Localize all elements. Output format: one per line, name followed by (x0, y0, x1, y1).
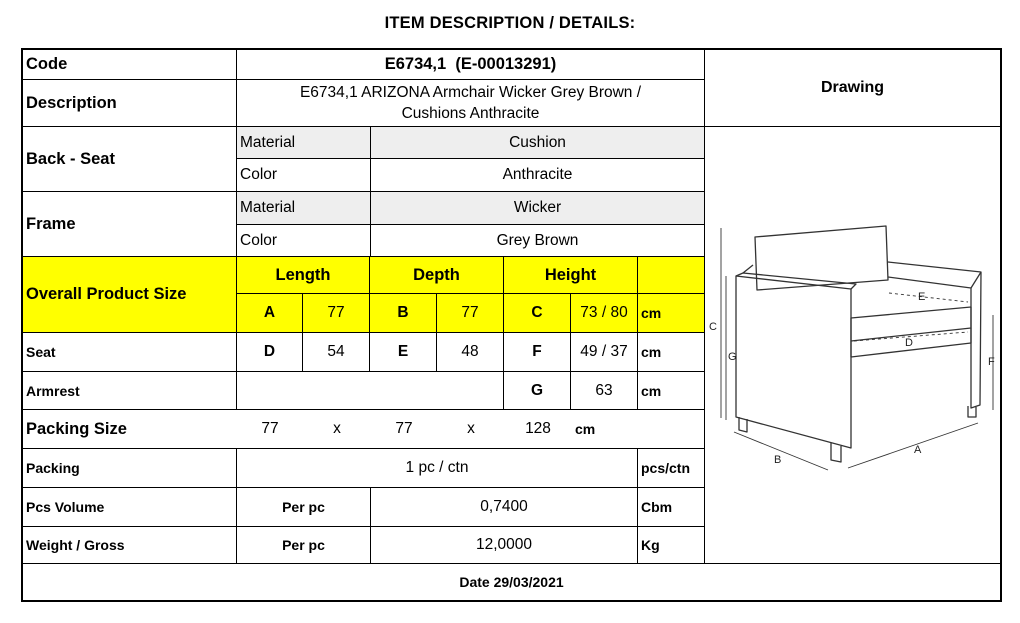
document-title: ITEM DESCRIPTION / DETAILS: (384, 14, 636, 32)
packing-size-unit: cm (575, 421, 596, 437)
packing-x-1: x (333, 420, 341, 437)
leg-shape (831, 443, 841, 462)
left-armrest-shape (736, 276, 851, 448)
description-line-1: E6734,1 ARIZONA Armchair Wicker Grey Brown / (299, 84, 642, 101)
dim-g-value: 63 (595, 381, 613, 399)
overall-size-label: Overall Product Size (26, 285, 187, 303)
packing-length: 77 (261, 420, 279, 437)
seat-cushion-shape (851, 307, 971, 341)
dim-a-label: A (263, 304, 276, 321)
overall-unit: cm (641, 305, 662, 321)
back-seat-color: Anthracite (502, 166, 573, 183)
weight-per: Per pc (282, 537, 325, 553)
dim-e-value: 48 (461, 343, 479, 360)
packing-value: 1 pc / ctn (405, 459, 469, 476)
description-value (237, 80, 704, 126)
dim-e-label: E (397, 343, 409, 360)
length-header: Length (275, 265, 331, 284)
drawing-label: Drawing (820, 79, 885, 96)
volume-per: Per pc (282, 499, 325, 515)
code-label: Code (26, 55, 68, 73)
dim-b-marker: B (774, 454, 782, 466)
weight-label: Weight / Gross (26, 537, 125, 553)
code-value: E6734,1 (E-00013291) (384, 55, 557, 73)
volume-unit: Cbm (641, 499, 673, 515)
dim-f-value: 49 / 37 (580, 343, 628, 360)
back-seat-material-label: Material (240, 133, 296, 151)
armrest-label: Armrest (26, 382, 80, 399)
packing-unit: pcs/ctn (641, 460, 691, 476)
weight-value: 12,0000 (475, 536, 533, 553)
description-line-2: Cushions Anthracite (401, 105, 540, 122)
frame-color: Grey Brown (496, 231, 579, 249)
back-seat-color-label: Color (240, 166, 278, 183)
dim-e-line (889, 293, 968, 302)
packing-label: Packing (26, 460, 80, 476)
volume-value: 0,7400 (480, 498, 528, 515)
dim-d-marker: D (905, 337, 913, 349)
dim-c-value: 73 / 80 (580, 304, 628, 321)
description-label: Description (26, 93, 117, 112)
seat-label: Seat (26, 344, 56, 360)
dim-b-value: 77 (461, 304, 479, 321)
frame-label: Frame (26, 214, 76, 233)
volume-label: Pcs Volume (26, 499, 105, 515)
packing-x-2: x (467, 420, 475, 437)
packing-height: 128 (525, 420, 551, 437)
dim-g-label: G (530, 381, 544, 399)
dim-d-value: 54 (327, 343, 345, 360)
seat-unit: cm (641, 344, 662, 360)
armchair-drawing (706, 210, 1000, 480)
document-date: Date 29/03/2021 (459, 574, 564, 590)
dim-c-marker: C (709, 321, 717, 333)
dim-a-marker: A (914, 444, 922, 456)
back-seat-label: Back - Seat (26, 149, 115, 168)
frame-material-label: Material (240, 199, 296, 216)
dim-f-label: F (532, 343, 542, 360)
dim-a-line (848, 423, 978, 468)
armrest-unit: cm (641, 382, 662, 399)
height-header: Height (544, 265, 597, 284)
dim-c-label: C (531, 304, 543, 321)
frame-material: Wicker (513, 199, 562, 216)
dim-e-marker: E (918, 291, 926, 303)
column-divider (704, 50, 705, 563)
dim-g-marker: G (728, 351, 737, 363)
packing-width: 77 (395, 420, 413, 437)
dim-a-value: 77 (327, 304, 345, 321)
dim-f-marker: F (988, 356, 995, 368)
frame-color-label: Color (240, 231, 278, 249)
dim-d-label: D (263, 343, 276, 360)
back-seat-material: Cushion (509, 133, 566, 151)
packing-size-label: Packing Size (26, 419, 127, 438)
depth-header: Depth (413, 265, 460, 284)
weight-unit: Kg (641, 537, 660, 553)
dim-b-label: B (397, 304, 409, 321)
